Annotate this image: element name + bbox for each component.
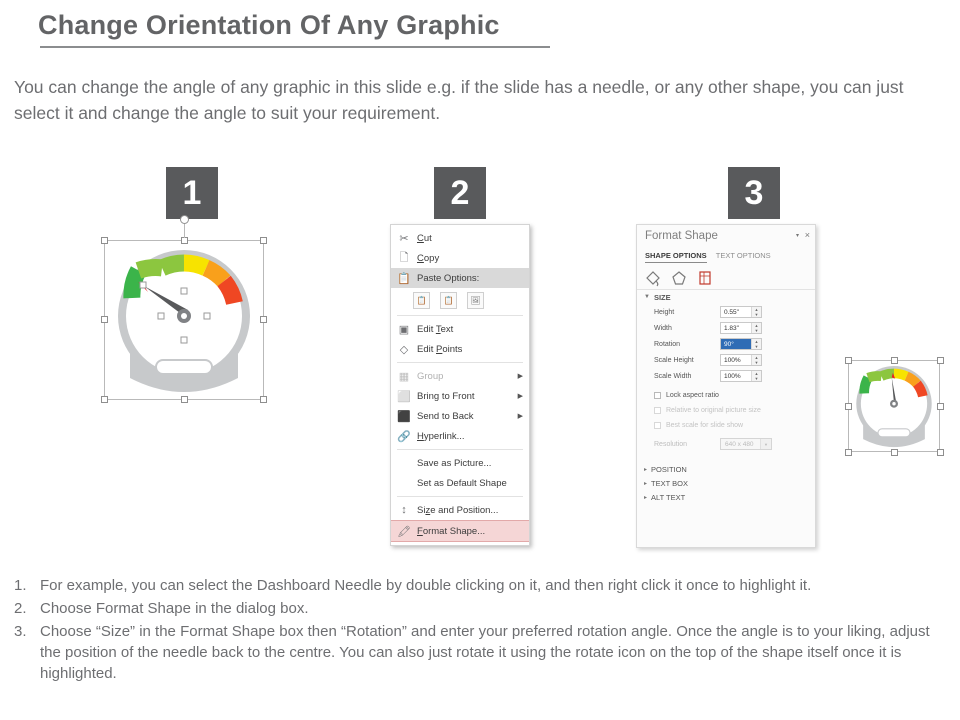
checkbox-label: Relative to original picture size <box>666 407 761 414</box>
field-label: Width <box>654 324 672 332</box>
resize-handle-bottom-left[interactable] <box>845 449 852 456</box>
paste-picture-icon[interactable]: 🖼 <box>467 292 484 309</box>
list-item-number: 2. <box>14 600 27 617</box>
context-menu-item-edit-points[interactable] <box>391 339 529 359</box>
send-back-icon: ⬛ <box>397 410 411 423</box>
field-row-height[interactable] <box>637 304 815 320</box>
no-icon <box>395 455 413 471</box>
resolution-select <box>720 438 772 450</box>
close-icon[interactable]: × <box>804 230 810 240</box>
context-menu-divider <box>397 362 523 363</box>
section-label: ALT TEXT <box>651 492 686 502</box>
field-label: Scale Height <box>654 356 694 364</box>
field-value: 100% <box>724 356 741 364</box>
spinner-down-icon[interactable]: ▼ <box>754 376 759 381</box>
step-badge-1: 1 <box>166 167 218 219</box>
context-menu-item-label: Send to Back <box>417 410 474 422</box>
context-menu-item-label: Format Shape... <box>417 525 486 537</box>
field-value: 1.83" <box>724 324 739 332</box>
context-menu-item-paste-options[interactable] <box>391 268 529 288</box>
field-label: Rotation <box>654 340 681 348</box>
context-menu-item-label: Copy <box>417 252 440 264</box>
no-icon <box>395 475 413 491</box>
resize-handle-bottom-center[interactable] <box>891 449 898 456</box>
spinner-up-icon[interactable]: ▲ <box>754 355 759 360</box>
section-header-size[interactable] <box>637 290 815 304</box>
context-menu-item-label: Edit Points <box>417 343 463 355</box>
field-row-scale-height[interactable] <box>637 352 815 368</box>
spinner-buttons[interactable] <box>751 323 761 333</box>
context-menu-divider <box>397 449 523 450</box>
field-value: 640 x 480 <box>725 440 754 448</box>
format-shape-pane[interactable] <box>636 224 816 548</box>
context-menu-divider <box>397 315 523 316</box>
resize-handle-bottom-center[interactable] <box>181 396 188 403</box>
section-label: POSITION <box>651 464 687 474</box>
pane-icon-tabs[interactable] <box>645 269 713 287</box>
list-item <box>14 621 946 684</box>
spinner-down-icon[interactable]: ▼ <box>754 312 759 317</box>
resize-handle-bottom-left[interactable] <box>101 396 108 403</box>
spinner-down-icon[interactable]: ▼ <box>754 344 759 349</box>
chevron-down-icon: ▼ <box>760 439 771 449</box>
bring-front-icon: ⬜ <box>397 390 411 403</box>
gauge-svg-result <box>846 358 942 454</box>
edit-points-icon: ◇ <box>399 343 409 356</box>
tab-text-options[interactable]: TEXT OPTIONS <box>715 251 771 260</box>
context-menu-item-send-to-back[interactable] <box>391 406 529 426</box>
context-menu-item-label: Save as Picture... <box>417 457 492 469</box>
spinner-buttons[interactable] <box>751 371 761 381</box>
spinner-down-icon[interactable]: ▼ <box>754 328 759 333</box>
rotate-handle-stem <box>184 224 185 238</box>
hyperlink-icon: 🔗 <box>397 430 411 443</box>
resize-handle-top-center[interactable] <box>181 237 188 244</box>
tab-shape-options[interactable]: SHAPE OPTIONS <box>645 251 707 263</box>
triangle-right-icon: ▸ <box>644 466 648 473</box>
list-item-number: 3. <box>14 623 27 640</box>
context-menu-item-label: Group <box>417 370 444 382</box>
context-menu-item-size-and-position[interactable] <box>391 500 529 520</box>
context-menu[interactable] <box>390 224 530 546</box>
instruction-list <box>14 575 946 686</box>
format-shape-icon: 🖍 <box>397 525 411 538</box>
triangle-down-icon: ▼ <box>644 294 650 300</box>
gauge-svg <box>100 236 268 404</box>
context-menu-item-edit-text[interactable] <box>391 319 529 339</box>
list-item <box>14 598 946 619</box>
context-menu-item-bring-to-front[interactable] <box>391 386 529 406</box>
edit-text-icon: ▣ <box>398 323 410 336</box>
context-menu-item-label: Paste Options: <box>417 272 480 284</box>
size-properties-icon[interactable] <box>697 269 713 287</box>
section-header-text-box[interactable] <box>637 476 815 490</box>
list-item-text: For example, you can select the Dashboard Needle by double clicking on it, and then right click it once to highlight it. <box>40 577 812 594</box>
section-label: SIZE <box>653 292 671 302</box>
context-menu-item-save-as-picture[interactable] <box>391 453 529 473</box>
field-row-scale-width[interactable] <box>637 368 815 384</box>
field-label: Height <box>654 308 675 316</box>
resize-handle-bottom-right[interactable] <box>937 449 944 456</box>
resize-handle-top-left[interactable] <box>101 237 108 244</box>
field-value: 0.55" <box>724 308 739 316</box>
list-item-text: Choose Format Shape in the dialog box. <box>40 600 309 617</box>
section-header-alt-text[interactable] <box>637 490 815 504</box>
pentagon-shape-icon[interactable] <box>671 269 687 287</box>
spinner-buttons[interactable] <box>751 355 761 365</box>
chevron-down-icon[interactable]: ▾ <box>795 233 799 239</box>
paste-options-row[interactable] <box>391 288 529 312</box>
step-badge-3: 3 <box>728 167 780 219</box>
resize-handle-middle-right[interactable] <box>260 316 267 323</box>
context-menu-item-label: Hyperlink... <box>417 430 465 442</box>
field-label: Resolution <box>654 440 688 448</box>
spinner-down-icon[interactable]: ▼ <box>754 360 759 365</box>
list-item-text: Choose “Size” in the Format Shape box then “Rotation” and enter your preferred rotation angle. Once the angle is to your liking, adjust the position of the needle back to the centre. You can also just rotate it using the rotate icon on the top of the shape itself once it is highlighted. <box>40 623 930 682</box>
checkbox-icon <box>654 422 661 429</box>
triangle-right-icon: ▸ <box>644 494 648 501</box>
page-subtitle: You can change the angle of any graphic in this slide e.g. if the slide has a needle, or any other shape, you can just select it and change the angle to suit your requirement. <box>14 77 904 123</box>
checkbox-label: Best scale for slide show <box>666 422 744 429</box>
spinner-up-icon[interactable]: ▲ <box>754 323 759 328</box>
chevron-right-icon: ▶ <box>517 413 523 420</box>
resize-handle-middle-right[interactable] <box>937 403 944 410</box>
pane-tabs[interactable] <box>645 251 771 260</box>
context-menu-item-set-default-shape[interactable] <box>391 473 529 493</box>
context-menu-item-cut[interactable] <box>391 228 529 248</box>
checkbox-icon[interactable] <box>654 392 661 399</box>
context-menu-item-label: Size and Position... <box>417 504 499 516</box>
resize-handle-middle-left[interactable] <box>845 403 852 410</box>
size-position-icon: ↕ <box>401 504 407 516</box>
context-menu-item-format-shape[interactable] <box>391 520 529 542</box>
field-value: 100% <box>724 372 741 380</box>
paste-destination-theme-icon[interactable]: 📋 <box>440 292 457 309</box>
field-row-resolution <box>637 436 815 452</box>
resize-handle-bottom-right[interactable] <box>260 396 267 403</box>
spinner-buttons[interactable] <box>751 307 761 317</box>
resize-handle-top-right[interactable] <box>937 357 944 364</box>
list-item <box>14 575 946 596</box>
rotation-input[interactable] <box>720 338 762 350</box>
fill-bucket-icon[interactable] <box>645 269 661 287</box>
scale-height-input[interactable] <box>720 354 762 366</box>
rotate-handle-icon[interactable] <box>180 215 189 224</box>
checkbox-lock-aspect-ratio[interactable] <box>637 388 815 403</box>
pane-title: Format Shape <box>645 230 718 242</box>
field-value: 90° <box>724 340 734 348</box>
spinner-up-icon[interactable]: ▲ <box>754 339 759 344</box>
section-label: TEXT BOX <box>651 478 688 488</box>
checkbox-label: Lock aspect ratio <box>666 392 719 399</box>
list-item-number: 1. <box>14 577 27 594</box>
spinner-buttons[interactable] <box>751 339 761 349</box>
resize-handle-middle-left[interactable] <box>101 316 108 323</box>
paste-keep-formatting-icon[interactable]: 📋 <box>413 292 430 309</box>
checkbox-icon <box>654 407 661 414</box>
scale-width-input[interactable] <box>720 370 762 382</box>
context-menu-item-group <box>391 366 529 386</box>
context-menu-item-label: Cut <box>417 232 432 244</box>
context-menu-item-hyperlink[interactable] <box>391 426 529 446</box>
resize-handle-top-left[interactable] <box>845 357 852 364</box>
scissors-icon: ✂ <box>399 232 409 245</box>
page-title: Change Orientation Of Any Graphic <box>38 10 500 40</box>
spinner-up-icon[interactable]: ▲ <box>754 307 759 312</box>
clipboard-icon: 📋 <box>397 272 411 285</box>
chevron-right-icon: ▶ <box>517 393 523 400</box>
spinner-up-icon[interactable]: ▲ <box>754 371 759 376</box>
checkbox-relative-to-original <box>637 403 815 418</box>
checkbox-best-scale-slideshow <box>637 418 815 433</box>
field-row-width[interactable] <box>637 320 815 336</box>
resize-handle-top-center[interactable] <box>891 357 898 364</box>
context-menu-divider <box>397 496 523 497</box>
copy-icon: 🗋 <box>399 251 409 264</box>
field-row-rotation[interactable] <box>637 336 815 352</box>
title-underline <box>40 46 550 48</box>
context-menu-item-copy[interactable] <box>391 248 529 268</box>
gauge-graphic-selected[interactable] <box>100 236 268 404</box>
triangle-right-icon: ▸ <box>644 480 648 487</box>
section-header-position[interactable] <box>637 462 815 476</box>
context-menu-item-label: Bring to Front <box>417 390 475 402</box>
resize-handle-top-right[interactable] <box>260 237 267 244</box>
gauge-graphic-result[interactable] <box>846 358 942 454</box>
width-input[interactable] <box>720 322 762 334</box>
chevron-right-icon: ▶ <box>517 373 523 380</box>
context-menu-item-label: Set as Default Shape <box>417 477 507 489</box>
height-input[interactable] <box>720 306 762 318</box>
pane-body <box>637 290 815 504</box>
group-icon: ▦ <box>398 370 410 383</box>
field-label: Scale Width <box>654 372 692 380</box>
context-menu-item-label: Edit Text <box>417 323 454 335</box>
step-badge-2: 2 <box>434 167 486 219</box>
